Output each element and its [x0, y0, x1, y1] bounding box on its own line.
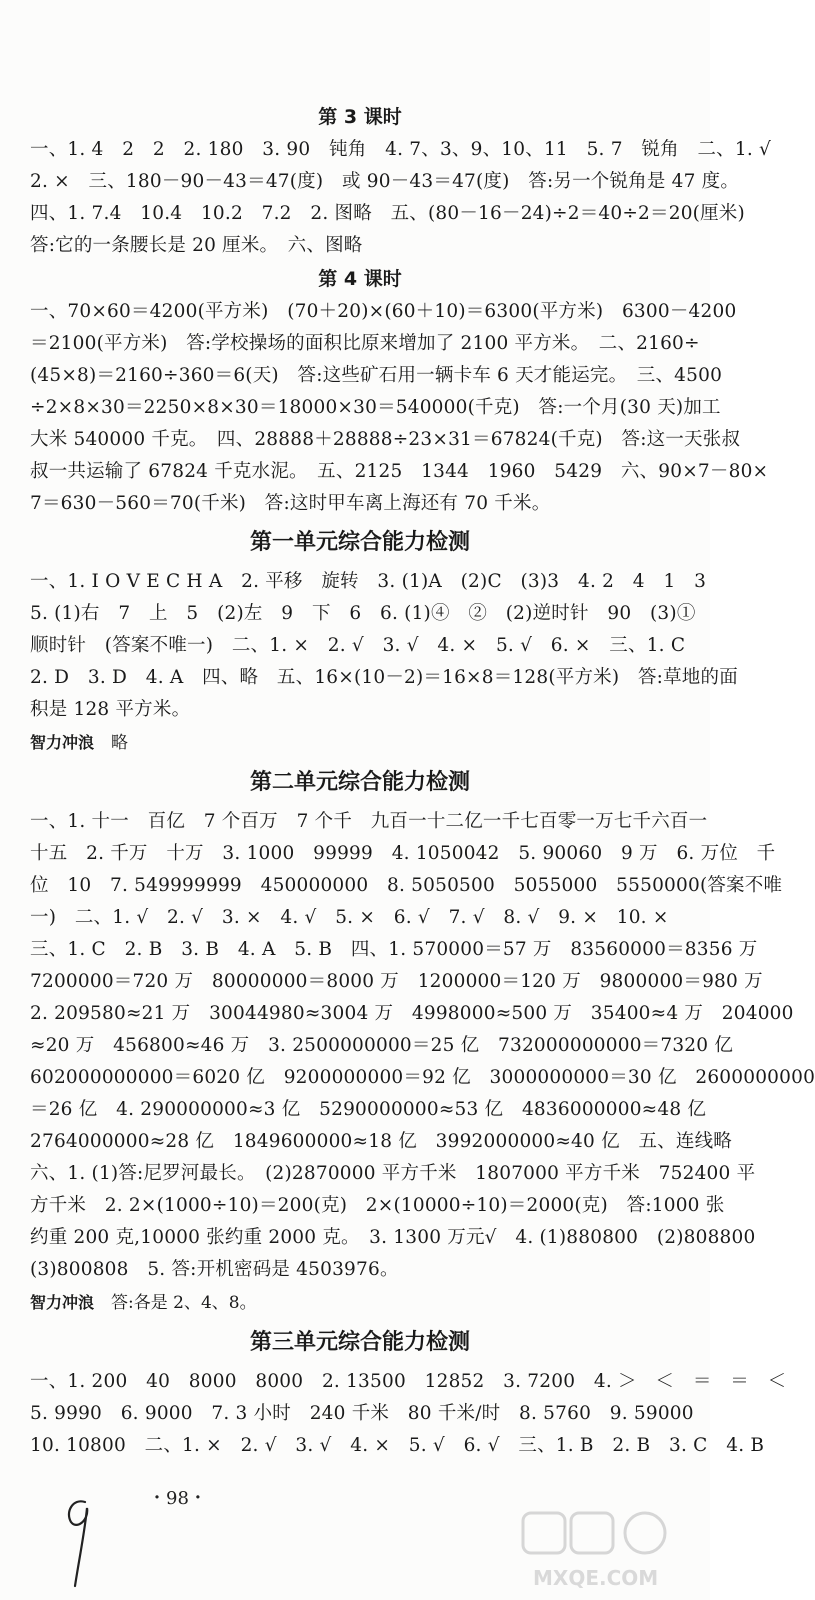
- answer-line: 一、70×60＝4200(平方米) (70＋20)×(60＋10)＝6300(平方米) 6300－4200: [30, 301, 737, 322]
- handwritten-mark-icon: [55, 1490, 105, 1590]
- answer-line: 十五 2. 千万 十万 3. 1000 99999 4. 1050042 5. 90060 9 万 6. 万位 千: [30, 843, 776, 864]
- answer-line: 积是 128 平方米。: [30, 699, 191, 720]
- answer-line: 六、1. (1)答:尼罗河最长。 (2)2870000 平方千米 1807000 平方千米 752400 平: [30, 1163, 756, 1184]
- answer-line: 5. 9990 6. 9000 7. 3 小时 240 千米 80 千米/时 8. 5760 9. 59000: [30, 1403, 694, 1424]
- brain-teaser-row: [30, 1286, 690, 1320]
- answer-line: ≈20 万 456800≈46 万 3. 2500000000＝25 亿 732000000000＝7320 亿: [30, 1035, 734, 1056]
- answer-line: 一、1. 4 2 2 2. 180 3. 90 钝角 4. 7、3、9、10、11 5. 7 锐角 二、1. √: [30, 139, 772, 160]
- answer-line: 10. 10800 二、1. × 2. √ 3. √ 4. × 5. √ 6. √ 三、1. B 2. B 3. C 4. B: [30, 1435, 765, 1456]
- answer-line: 约重 200 克,10000 张约重 2000 克。 3. 1300 万元√ 4. (1)880800 (2)808800: [30, 1227, 756, 1248]
- section-title-lesson-4: 第 4 课时: [318, 268, 402, 290]
- answer-line: 7200000＝720 万 80000000＝8000 万 1200000＝120 万 9800000＝980 万: [30, 971, 763, 992]
- answer-line: (3)800808 5. 答:开机密码是 4503976。: [30, 1259, 399, 1280]
- answer-line: 位 10 7. 549999999 450000000 8. 5050500 5055000 5550000(答案不唯: [30, 875, 783, 896]
- answer-line: ＝26 亿 4. 290000000≈3 亿 5290000000≈53 亿 4836000000≈48 亿: [30, 1099, 707, 1120]
- brain-teaser-answer: 略: [94, 733, 129, 753]
- answer-line: 一、1. 十一 百亿 7 个百万 7 个千 九百一十二亿一千七百零一万七千六百一: [30, 811, 708, 832]
- page-number: ・98・: [148, 1488, 207, 1509]
- answer-line: 一、1. 200 40 8000 8000 2. 13500 12852 3. 7200 4. ＞ ＜ ＝ ＝ ＜: [30, 1371, 787, 1392]
- watermark-logo-icon: [515, 1505, 705, 1595]
- section-title-unit-3: 第三单元综合能力检测: [249, 1330, 470, 1355]
- answer-line: 三、1. C 2. B 3. B 4. A 5. B 四、1. 570000＝57 万 83560000＝8356 万: [30, 939, 758, 960]
- section-title-lesson-3: 第 3 课时: [318, 106, 402, 128]
- answer-line: 方千米 2. 2×(1000÷10)＝200(克) 2×(10000÷10)＝2000(克) 答:1000 张: [30, 1195, 725, 1216]
- section-title-unit-2: 第二单元综合能力检测: [249, 770, 470, 795]
- answer-line: ＝2100(平方米) 答:学校操场的面积比原来增加了 2100 平方米。 二、2160÷: [30, 333, 700, 354]
- brain-teaser-row: [30, 726, 690, 760]
- svg-text:MXQE.COM: MXQE.COM: [533, 1566, 659, 1590]
- answer-line: 四、1. 7.4 10.4 10.2 7.2 2. 图略 五、(80－16－24)÷2＝40÷2＝20(厘米): [30, 203, 745, 224]
- answer-line: 2. × 三、180－90－43＝47(度) 或 90－43＝47(度) 答:另一个锐角是 47 度。: [30, 171, 740, 192]
- answer-line: 一、1. I O V E C H A 2. 平移 旋转 3. (1)A (2)C (3)3 4. 2 4 1 3: [30, 571, 707, 592]
- answer-line: ÷2×8×30＝2250×8×30＝18000×30＝540000(千克) 答:一个月(30 天)加工: [30, 397, 721, 418]
- brain-teaser-label: 智力冲浪: [30, 1293, 95, 1312]
- answer-line: 5. (1)右 7 上 5 (2)左 9 下 6 6. (1)④ ② (2)逆时针 90 (3)①: [30, 603, 696, 624]
- section-title-unit-1: 第一单元综合能力检测: [249, 530, 470, 555]
- answer-line: 2. D 3. D 4. A 四、略 五、16×(10－2)＝16×8＝128(平方米) 答:草地的面: [30, 667, 738, 688]
- answer-content: [30, 100, 815, 1462]
- answer-line: 一) 二、1. √ 2. √ 3. × 4. √ 5. × 6. √ 7. √ 8. √ 9. × 10. ×: [30, 907, 669, 928]
- answer-line: 叔一共运输了 67824 千克水泥。 五、2125 1344 1960 5429 六、90×7－80×: [30, 461, 769, 482]
- answer-line: 602000000000＝6020 亿 9200000000＝92 亿 3000000000＝30 亿 2600000000: [30, 1067, 815, 1088]
- brain-teaser-label: 智力冲浪: [30, 733, 95, 752]
- answer-line: 2764000000≈28 亿 1849600000≈18 亿 3992000000≈40 亿 五、连线略: [30, 1131, 732, 1152]
- answer-line: 顺时针 (答案不唯一) 二、1. × 2. √ 3. √ 4. × 5. √ 6. × 三、1. C: [30, 635, 686, 656]
- answer-line: 2. 209580≈21 万 30044980≈3004 万 4998000≈500 万 35400≈4 万 204000: [30, 1003, 794, 1024]
- answer-line: 7＝630－560＝70(千米) 答:这时甲车离上海还有 70 千米。: [30, 493, 551, 514]
- answer-line: 答:它的一条腰长是 20 厘米。 六、图略: [30, 235, 363, 256]
- brain-teaser-answer: 答:各是 2、4、8。: [94, 1293, 257, 1313]
- answer-line: 大米 540000 千克。 四、28888＋28888÷23×31＝67824(千克) 答:这一天张叔: [30, 429, 741, 450]
- answer-line: (45×8)＝2160÷360＝6(天) 答:这些矿石用一辆卡车 6 天才能运完。 三、4500: [30, 365, 723, 386]
